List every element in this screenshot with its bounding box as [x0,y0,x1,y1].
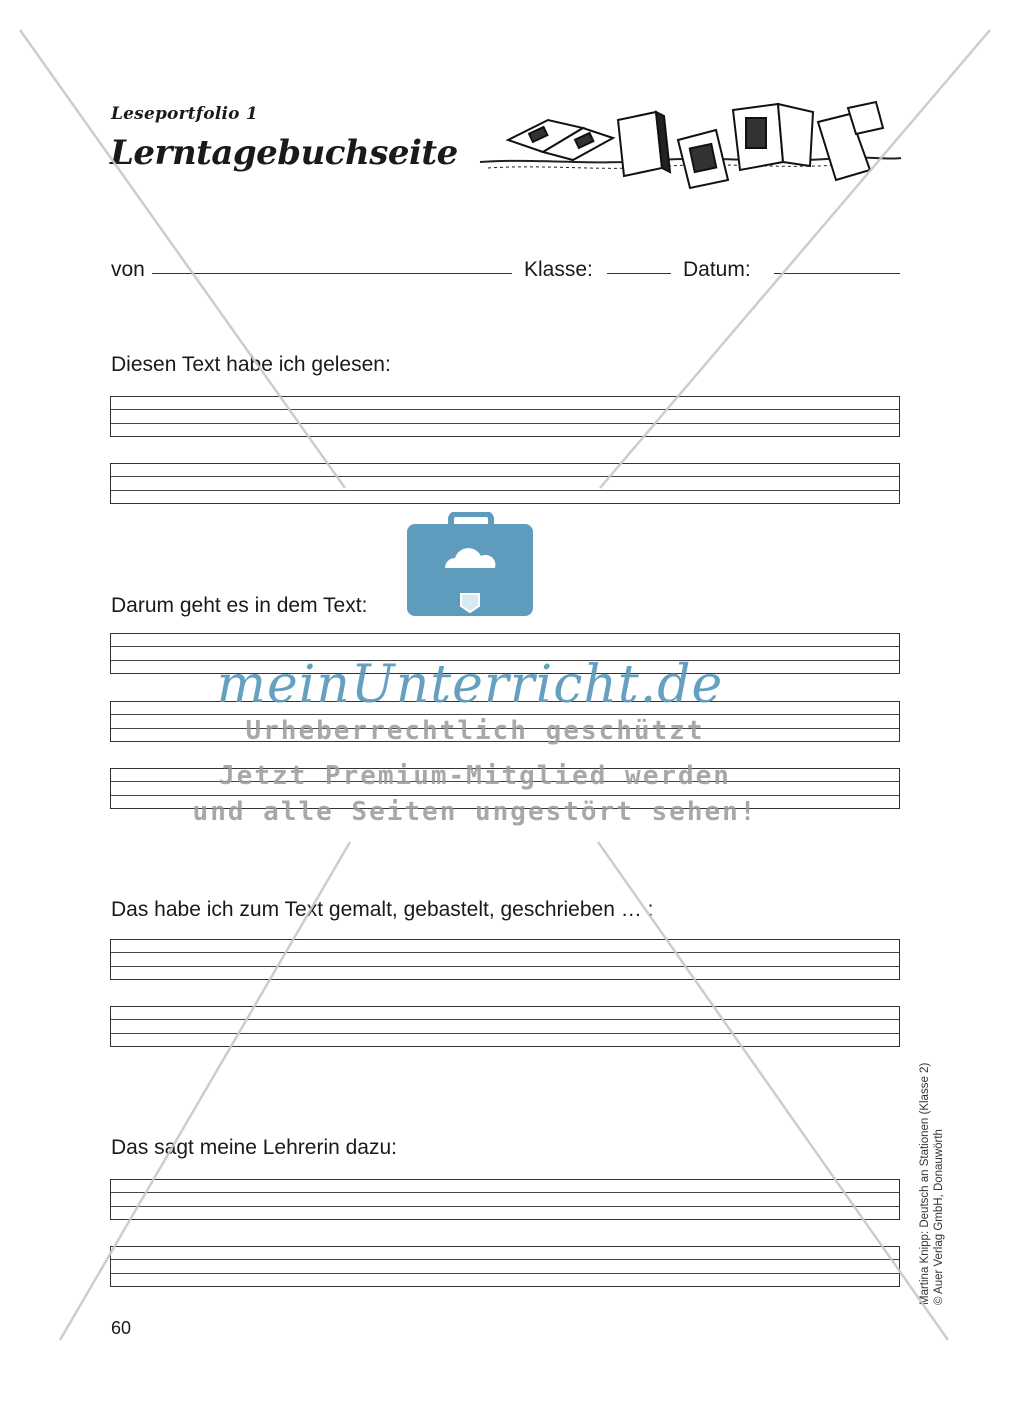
section-1-prompt: Diesen Text habe ich gelesen: [111,353,391,376]
watermark-line-2: Jetzt Premium-Mitglied werden [219,761,731,791]
writing-lines[interactable] [110,396,900,437]
von-field-line[interactable] [152,273,512,274]
section-4-prompt: Das sagt meine Lehrerin dazu: [111,1136,397,1159]
books-illustration [478,100,903,195]
writing-lines[interactable] [110,1179,900,1220]
page-number: 60 [111,1318,132,1338]
klasse-label: Klasse: [524,258,593,281]
von-label: von [111,258,145,281]
section-3-prompt: Das habe ich zum Text gemalt, gebastelt, geschrieben … : [111,898,654,921]
writing-lines[interactable] [110,1006,900,1047]
writing-lines[interactable] [110,939,900,980]
section-2-prompt: Darum geht es in dem Text: [111,594,368,617]
datum-field-line[interactable] [774,273,900,274]
writing-lines[interactable] [110,463,900,504]
briefcase-icon [405,512,535,618]
credit-line-2: © Auer Verlag GmbH, Donauwörth [933,1129,945,1305]
klasse-field-line[interactable] [607,273,671,274]
series-label: Leseportfolio 1 [111,104,258,124]
watermark-line-1: Urheberrechtlich geschützt [245,716,705,746]
copyright-credit [918,965,946,1305]
datum-label: Datum: [683,258,751,281]
watermark-line-3: und alle Seiten ungestört sehen! [192,797,758,827]
watermark-brand: meinUnterricht.de [216,655,724,715]
page-title: Lerntagebuchseite [110,133,458,173]
writing-lines[interactable] [110,1246,900,1287]
credit-line-1: Martina Knipp: Deutsch an Stationen (Klasse 2) [919,1062,931,1305]
